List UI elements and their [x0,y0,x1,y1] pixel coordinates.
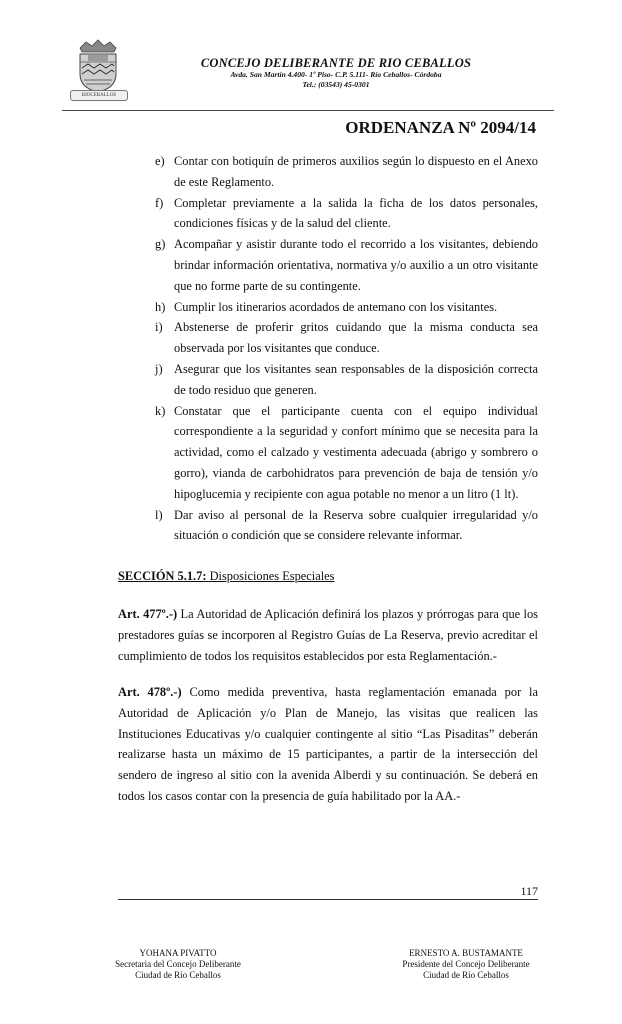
item-text: Cumplir los itinerarios acordados de antemano con los visitantes. [174,299,498,314]
item-letter: l) [155,507,163,522]
item-text: Contar con botiquín de primeros auxilios según lo dispuesto en el Anexo de este Reglamento. [174,154,538,189]
signatory-place: Ciudad de Río Ceballos [423,970,509,980]
header-divider [62,110,554,111]
item-text: Abstenerse de proferir gritos cuidando que la misma conducta sea observada por los visitantes que conduce. [174,320,538,356]
item-text: Acompañar y asistir durante todo el recorrido a los visitantes, debiendo brindar información orientativa, normativa y/o auxilio a un otro visitante que no forme parte de su contingente. [174,237,538,293]
section-title: Disposiciones Especiales [209,569,335,583]
signatory-name: ERNESTO A. BUSTAMANTE [409,948,523,958]
council-phone: Tel.: (03543) 45-0301 [302,80,370,89]
signatory-name: YOHANA PIVATTO [139,948,217,958]
item-letter: e) [155,154,165,168]
list-item [118,193,538,235]
item-letter: k) [155,403,166,418]
signature-president [366,948,566,981]
list-item [118,359,538,401]
footer-divider [118,899,538,900]
section-heading [118,569,335,584]
item-letter: h) [155,299,166,314]
item-text: Asegurar que los visitantes sean responsables de la disposición correcta de todo residuo que generen. [174,361,538,397]
item-text: Completar previamente a la salida la ficha de los datos personales, condiciones físicas y de la salud del cliente. [174,195,538,231]
item-letter: f) [155,195,164,210]
article-477 [118,604,538,666]
article-label: Art. 478º.-) [118,685,182,699]
signature-secretary [78,948,278,981]
article-478 [118,682,538,807]
list-item [118,317,538,359]
list-item [118,297,538,318]
item-letter: j) [155,361,163,376]
list-item [118,234,538,296]
municipal-crest-icon [74,38,122,94]
council-address: Avda. San Martín 4.400- 1º Piso- C.P. 5.111- Río Ceballos- Córdoba [230,70,442,79]
section-label: SECCIÓN 5.1.7: [118,569,207,583]
crest-ribbon: RIOCEBALLOS [70,90,128,101]
requirements-list [118,151,538,546]
council-name: CONCEJO DELIBERANTE DE RIO CEBALLOS [200,56,472,70]
item-text: Constatar que el participante cuenta con el equipo individual correspondiente a la seguridad y confort mínimo que se necesita para la actividad, como el calzado y vestimenta adecuada (abrigo y sombrero o gorro), vianda de carbohidratos para prevención de baja de tensión y/o hipoglucemia y recipiente con agua potable no menor a un litro (1 lt). [174,403,538,501]
signatory-place: Ciudad de Río Ceballos [135,970,221,980]
list-item [118,401,538,505]
list-item [118,505,538,547]
list-item [118,151,538,193]
ordinance-title: ORDENANZA Nº 2094/14 [345,118,536,137]
signatory-role: Secretaria del Concejo Deliberante [115,959,241,969]
article-text: Como medida preventiva, hasta reglamentación emanada por la Autoridad de Aplicación y/o Plan de Manejo, las visitas que realicen las Instituciones Educativas y/o cualquier contingente al sitio “Las Pisaditas” deberán realizarse hasta un máximo de 15 participantes, a partir de la intersección del sendero de ingreso al sitio con la avenida Alberdi y su continuación. Se deberá en todos los casos contar con la presencia de guía habilitado por la AA.- [118,685,538,803]
signatory-role: Presidente del Concejo Deliberante [402,959,530,969]
item-letter: g) [155,237,166,252]
article-text: La Autoridad de Aplicación definirá los plazos y prórrogas para que los prestadores guías se incorporen al Registro Guías de La Reserva, previo acreditar el cumplimiento de todos los requisitos establecidos por esta Reglamentación.- [118,607,538,663]
article-label: Art. 477º.-) [118,607,178,621]
page-number: 117 [520,884,538,898]
item-text: Dar aviso al personal de la Reserva sobre cualquier irregularidad y/o situación o condición que se considere relevante informar. [174,507,538,543]
item-letter: i) [155,320,163,335]
